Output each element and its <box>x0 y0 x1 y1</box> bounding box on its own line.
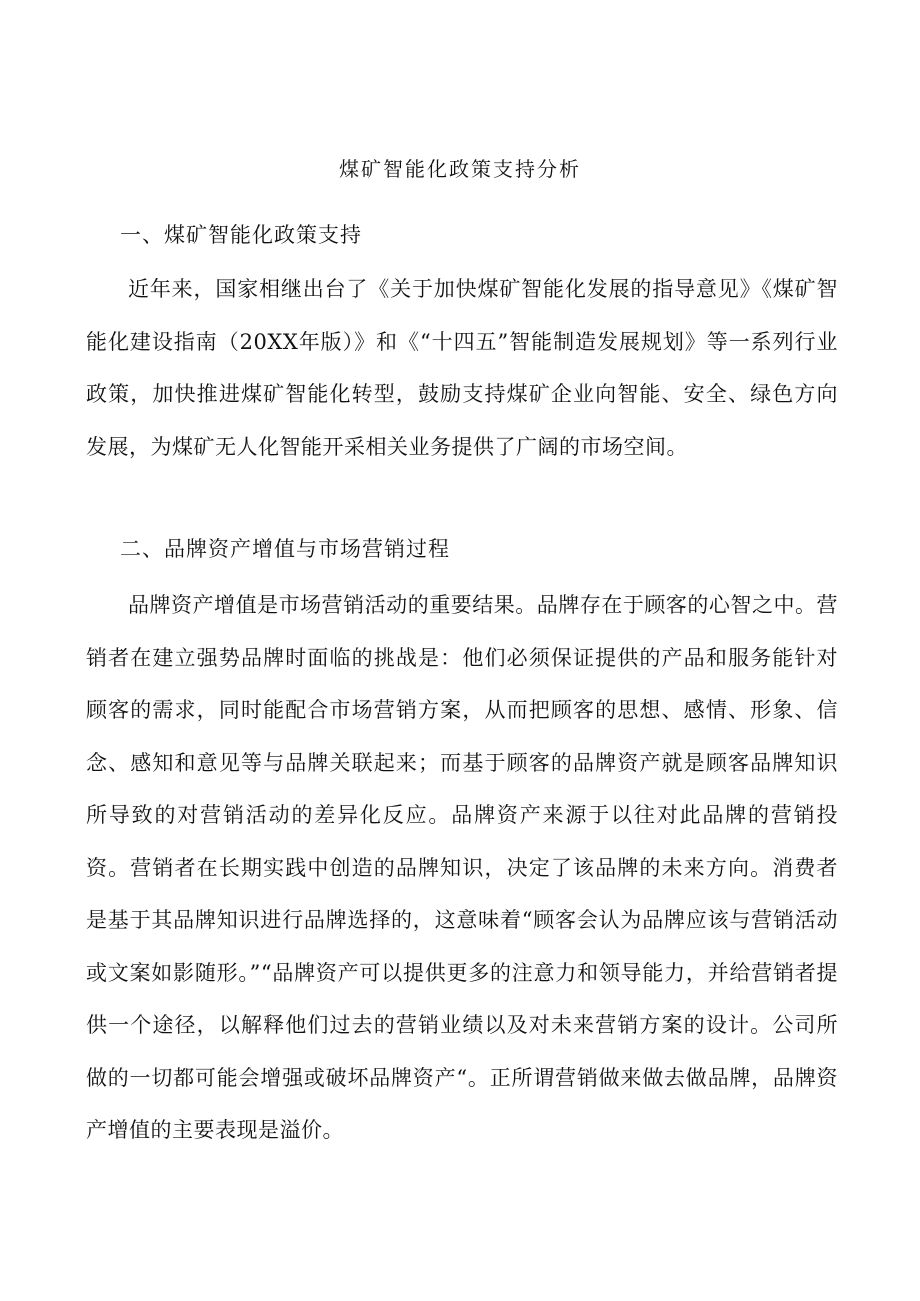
section-heading-brand-equity: 二、品牌资产增值与市场营销过程 <box>120 537 450 561</box>
section-paragraph-policy-support: 近年来，国家相继出台了《关于加快煤矿智能化发展的指导意见》《煤矿智能化建设指南（20XX年版）》和《“十四五”智能制造发展规划》等一系列行业政策，加快推进煤矿智能化转型，鼓励支持煤矿企业向智能、安全、绿色方向发展，为煤矿无人化智能开采相关业务提供了广阔的市场空间。 <box>86 277 838 459</box>
section-paragraph-brand-equity: 品牌资产增值是市场营销活动的重要结果。品牌存在于顾客的心智之中。营销者在建立强势品牌时面临的挑战是：他们必须保证提供的产品和服务能针对顾客的需求，同时能配合市场营销方案，从而把顾客的思想、感情、形象、信念、感知和意见等与品牌关联起来；而基于顾客的品牌资产就是顾客品牌知识所导致的对营销活动的差异化反应。品牌资产来源于以往对此品牌的营销投资。营销者在长期实践中创造的品牌知识，决定了该品牌的未来方向。消费者是基于其品牌知识进行品牌选择的，这意味着“顾客会认为品牌应该与营销活动或文案如影随形。”“品牌资产可以提供更多的注意力和领导能力，并给营销者提供一个途径，以解释他们过去的营销业绩以及对未来营销方案的设计。公司所做的一切都可能会增强或破坏品牌资产“。正所谓营销做来做去做品牌，品牌资产增值的主要表现是溢价。 <box>86 593 838 1142</box>
document-title: 煤矿智能化政策支持分析 <box>339 157 581 181</box>
section-heading-policy-support: 一、煤矿智能化政策支持 <box>120 223 362 247</box>
